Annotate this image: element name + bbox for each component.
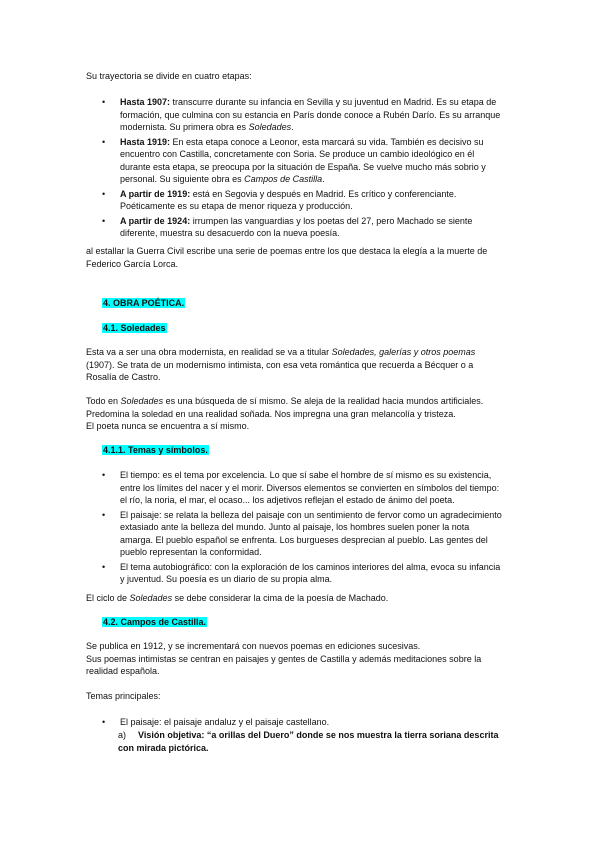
stage-lead: Hasta 1919: [120, 136, 173, 147]
theme-lead: El tema autobiográfico: [120, 561, 215, 572]
text-run: El ciclo de [86, 593, 130, 603]
soledades-paragraph-2 [86, 395, 506, 433]
war-paragraph: al estallar la Guerra Civil escribe una serie de poemas entre los que destaca la elegía a la muerte de Federico García Lorca. [86, 246, 488, 269]
sub-item [118, 729, 508, 754]
list-item [102, 469, 502, 507]
text-run: Esta va a ser una obra modernista, en realidad se va a titular [86, 347, 332, 357]
list-item [102, 215, 502, 240]
italic-title: Soledades, galerías y otros poemas [331, 347, 476, 357]
stage-italic: Soledades [248, 122, 292, 132]
soledades-paragraph-1 [86, 346, 506, 384]
theme-text: es el tema por excelencia. Lo que sí sabe el hombre de sí mismo es su existencia, entre los límites del nacer y el morir. Diversos elementos se convierten en símbolos del tiempo: el río, la noria, el mar, el ocaso... los adjetivos reflejan el estado de ánimo del poeta. [120, 470, 500, 505]
heading-4-2-text: 4.2. Campos de Castilla. [103, 617, 207, 627]
theme-lead: El paisaje: [120, 509, 165, 520]
stage-lead: A partir de 1924: [120, 215, 193, 226]
stage-lead: Hasta 1907: [120, 97, 173, 107]
stages-list [102, 96, 502, 242]
list-item: • El paisaje: el paisaje andaluz y el paisaje castellano. [102, 716, 502, 729]
text-run: es una búsqueda de sí mismo. Se aleja de la realidad hacia mundos artificiales. Predomina la soledad en una realidad soñada. Nos impregna una gran melancolía y tristeza. [86, 396, 484, 419]
section-heading-4-1 [102, 322, 522, 335]
text-run: El poeta nunca se encuentra a sí mismo. [86, 421, 250, 431]
campos-paragraph [86, 640, 506, 678]
stage-text: transcurre durante su infancia en Sevilla y su juventud en Madrid. Es su etapa de formación, que culmina con su estancia en París donde conoce a Rubén Darío. Es su arranque modernista. Su primera obra es [120, 97, 501, 132]
list-item [102, 509, 502, 559]
section-heading-4 [102, 297, 522, 310]
main-themes-label: Temas principales: [86, 691, 161, 701]
list-item [102, 188, 502, 213]
themes-list [102, 469, 502, 588]
section-heading-4-1-1 [102, 444, 522, 457]
text-run: Se publica en 1912, y se incrementará con nuevos poemas en ediciones sucesivas. [86, 641, 421, 651]
heading-4-text: 4. OBRA POÉTICA. [103, 298, 185, 308]
list-item [102, 136, 502, 186]
list-item [102, 96, 502, 134]
stage-text: irrumpen las vanguardias y los poetas del 27, pero Machado se siente diferente, muestra su desacuerdo con la nueva poesía. [120, 215, 473, 238]
text-run: se debe considerar la cima de la poesía de Machado. [172, 593, 389, 603]
stage-tail: . [291, 122, 294, 132]
text-run: Todo en [86, 396, 121, 406]
stage-text: En esta etapa conoce a Leonor, esta marcará su vida. También es decisivo su encuentro con Castilla, concretamente con Soria. Se produce un cambio ideológico en él durante esta etapa, se preocupa por la situación de España. Se vuelve mucho más sobrio y personal. Su siguiente obra es [120, 136, 486, 184]
theme-lead: El tiempo: [120, 470, 163, 480]
stage-italic: Campos de Castilla [244, 174, 323, 184]
sub-item-text: Visión objetiva: “a orillas del Duero” donde se nos muestra la tierra soriana descrita con mirada pictórica. [118, 730, 499, 753]
list-item [102, 561, 502, 586]
sub-item-label: a) [118, 730, 127, 740]
stage-lead: A partir de 1919: [120, 188, 193, 199]
intro-text: Su trayectoria se divide en cuatro etapas: [86, 71, 252, 81]
text-run: (1907). Se trata de un modernismo intimista, con esa veta romántica que recuerda a Bécquer o a Rosalía de Castro. [86, 359, 474, 382]
cycle-paragraph [86, 592, 506, 605]
italic-title: Soledades [120, 396, 164, 406]
theme-text: con la exploración de los caminos interiores del alma, evoca su infancia y juventud. Su poesía es un diario de su propia alma. [120, 561, 501, 584]
section-heading-4-2 [102, 616, 522, 629]
heading-4-1-text: 4.1. Soledades [103, 323, 166, 333]
text-run: Sus poemas intimistas se centran en paisajes y gentes de Castilla y además meditaciones sobre la realidad española. [86, 653, 482, 676]
theme-text: se relata la belleza del paisaje con un sentimiento de fervor como un agradecimiento extasiado ante la belleza del mundo. Junto al paisaje, los hombres suelen poner la nota amarga. El pueblo español se enfrenta. Los burgueses desprecian al pueblo. Las gentes del pueblo representan la conformidad. [120, 509, 502, 557]
stage-text: está en Segovia y después en Madrid. Es crítico y conferenciante. Poéticamente es su etapa de menor riqueza y producción. [120, 188, 457, 211]
heading-4-1-1-text: 4.1.1. Temas y símbolos. [103, 445, 208, 455]
italic-title: Soledades [129, 593, 173, 603]
stage-tail: . [322, 174, 325, 184]
